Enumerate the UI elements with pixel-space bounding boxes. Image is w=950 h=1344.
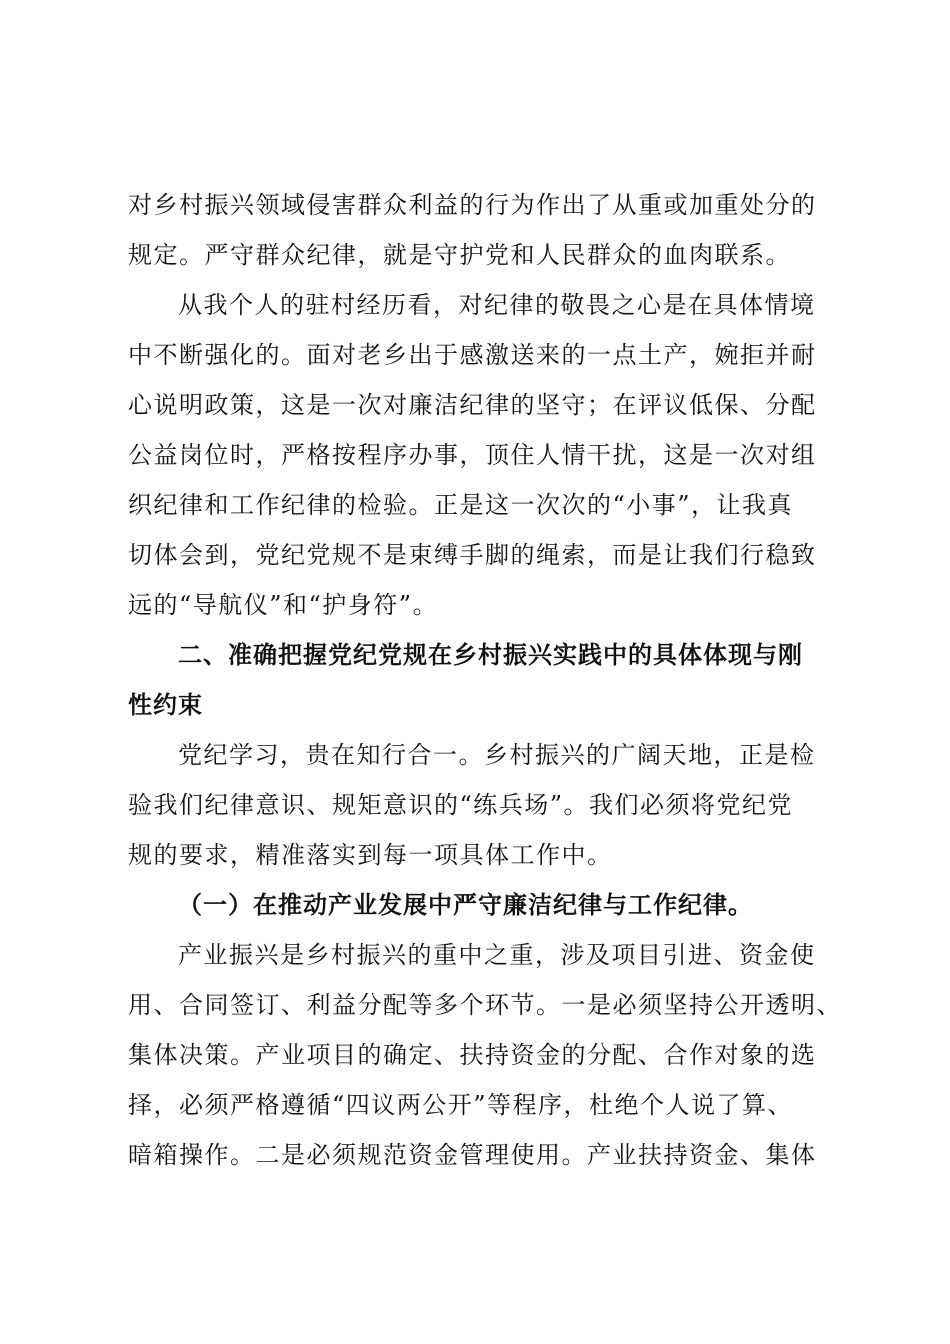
section-heading: 二、准确把握党纪党规在乡村振兴实践中的具体体现与刚 — [178, 641, 803, 669]
section-heading: 性约束 — [128, 691, 203, 719]
body-text-line: 集体决策。产业项目的确定、扶持资金的分配、合作对象的选 — [128, 1041, 817, 1069]
body-text-line: 公益岗位时，严格按程序办事，顶住人情干扰，这是一次对组 — [128, 441, 817, 469]
body-text-line: 用、合同签订、利益分配等多个环节。一是必须坚持公开透明、 — [128, 991, 842, 1019]
body-text-line: 从我个人的驻村经历看，对纪律的敬畏之心是在具体情境 — [178, 291, 816, 319]
body-text-line: 党纪学习，贵在知行合一。乡村振兴的广阔天地，正是检 — [178, 741, 816, 769]
body-text-line: 织纪律和工作纪律的检验。正是这一次次的“小事”，让我真 — [128, 491, 794, 519]
body-text-line: 心说明政策，这是一次对廉洁纪律的坚守；在评议低保、分配 — [128, 391, 817, 419]
body-text-line: 择，必须严格遵循“四议两公开”等程序，杜绝个人说了算、 — [128, 1091, 794, 1119]
body-text-line: 规定。严守群众纪律，就是守护党和人民群众的血肉联系。 — [128, 241, 791, 269]
body-text-line: 验我们纪律意识、规矩意识的“练兵场”。我们必须将党纪党 — [128, 791, 794, 819]
body-text-line: 对乡村振兴领域侵害群众利益的行为作出了从重或加重处分的 — [128, 191, 817, 219]
body-text-line: 远的“导航仪”和“护身符”。 — [128, 591, 439, 619]
body-text-line: 中不断强化的。面对老乡出于感激送来的一点土产，婉拒并耐 — [128, 341, 817, 369]
body-text-line: 暗箱操作。二是必须规范资金管理使用。产业扶持资金、集体 — [128, 1141, 817, 1169]
body-text-line: 规的要求，精准落实到每一项具体工作中。 — [128, 841, 613, 869]
body-text-line: 切体会到，党纪党规不是束缚手脚的绳索，而是让我们行稳致 — [128, 541, 817, 569]
subsection-heading: （一）在推动产业发展中严守廉洁纪律与工作纪律。 — [178, 890, 753, 919]
body-text-line: 产业振兴是乡村振兴的重中之重，涉及项目引进、资金使 — [178, 941, 816, 969]
